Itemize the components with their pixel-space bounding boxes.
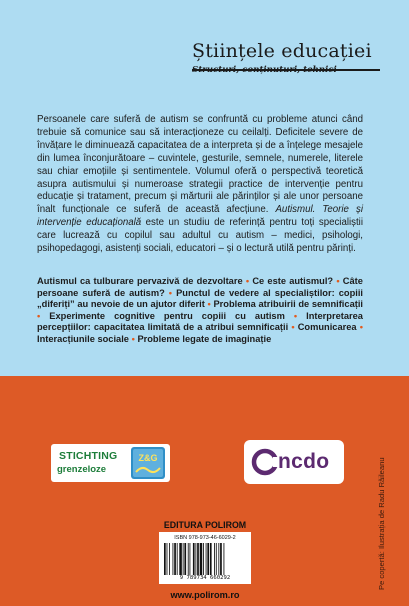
barcode-bar: [206, 543, 207, 575]
topic-bullet: •: [131, 333, 135, 344]
barcode-bar: [200, 543, 203, 575]
topic-item: Interacțiunile sociale: [37, 333, 129, 344]
blurb-text-end: este un studiu de referință pentru toți specialiștii care lucrează cu copilul sau adultul cu autism – medici, psihologi, psihopedagogi, asistenți sociali, educatori – și o lectură utilă pentru părinți.: [37, 217, 363, 255]
ncdo-ring-icon: [251, 448, 279, 476]
series-rule: [192, 69, 380, 71]
topic-bullet: •: [245, 276, 250, 286]
barcode-bar: [174, 543, 176, 575]
barcode-bar: [210, 543, 212, 575]
barcode-number: 9 789734 660292: [179, 575, 231, 581]
topic-item: Comunicarea: [297, 322, 357, 333]
barcode-bar: [173, 543, 174, 575]
stichting-logo-line1: STICHTING: [59, 450, 118, 462]
barcode-bar: [203, 543, 204, 575]
barcode-bar: [184, 543, 186, 575]
blurb-paragraph: [37, 114, 363, 256]
barcode-bar: [197, 543, 199, 575]
topic-bullet: •: [291, 322, 295, 333]
blurb-text-start: Persoanele care suferă de autism se confruntă cu probleme atunci când trebuie să comunice sau să interacționeze cu ceilalți. Deficitele severe de învățare le diminuează capacitatea de a interpreta și de a înțelege mesajele din lumea înconjurătoare – cuvintele, gesturile, semnele, numerele, literele sau chiar emoțiile și sentimentele. Volumul oferă o perspectivă teoretică asupra autismului și numeroase strategii practice de intervenție pentru educație și tratament, precum și mărturii ale părinților și ale unor persoane înalt funcționale ce suferă de această afecțiune.: [37, 114, 363, 216]
cover-illustration-credit: Pe copertă: Ilustrația de Radu Răileanu: [377, 457, 386, 590]
stichting-badge-text: Z&G: [138, 453, 158, 463]
barcode-bar: [169, 543, 170, 575]
topic-item: Interpretarea percepțiilor: capacitatea limitată de a atribui semnificații: [37, 310, 363, 333]
barcode-bar: [190, 543, 191, 575]
series-title: Științele educației: [192, 40, 372, 62]
barcode-bar: [177, 543, 178, 575]
barcode-icon: [163, 543, 247, 575]
topic-item: Ce este autismul?: [252, 276, 334, 286]
topic-item: Autismul ca tulburare pervazivă de dezvoltare: [37, 276, 243, 286]
topic-item: Problema atribuirii de semnificații: [213, 299, 363, 310]
ncdo-logo: [244, 440, 344, 484]
barcode-bar: [188, 543, 189, 575]
topic-bullet: •: [207, 299, 211, 310]
barcode-bar: [179, 543, 182, 575]
isbn-text: ISBN 978-973-46-6029-2: [174, 535, 236, 541]
topic-bullet: •: [293, 310, 298, 321]
topic-bullet: •: [168, 287, 173, 298]
publisher-website: www.polirom.ro: [170, 590, 240, 600]
book-title: Autismul. Teorie și intervenție educațională: [37, 204, 363, 229]
barcode-bar: [195, 543, 196, 575]
topic-item: Câte persoane suferă de autism?: [37, 276, 363, 298]
barcode-bar: [193, 543, 195, 575]
topic-item: Probleme legate de imaginație: [137, 333, 272, 344]
topic-item: Experimente cognitive pentru copiii cu autism: [49, 310, 285, 321]
barcode-bar: [224, 543, 225, 575]
barcode-bar: [214, 543, 215, 575]
ncdo-logo-text: ncdo: [278, 450, 330, 473]
topic-item: Punctul de vedere al specialiștilor: copiii „diferiți” au nevoie de un ajutor diferit: [37, 287, 363, 310]
publisher-name: EDITURA POLIROM: [163, 520, 247, 530]
topic-bullet: •: [336, 276, 340, 286]
barcode-bar: [220, 543, 222, 575]
barcode-box: [159, 532, 251, 584]
series-header: [192, 40, 392, 75]
stichting-logo-line2: grenzeloze: [57, 464, 107, 475]
topic-bullet: •: [359, 322, 363, 333]
barcode-bar: [183, 543, 184, 575]
barcode-bar: [167, 543, 168, 575]
barcode-bar: [218, 543, 219, 575]
topic-bullet: •: [37, 310, 41, 321]
topics-list: [37, 276, 363, 346]
barcode-bar: [207, 543, 209, 575]
stichting-logo: [51, 444, 170, 482]
barcode-bar: [164, 543, 166, 575]
barcode-bar: [216, 543, 217, 575]
stichting-badge-icon: [130, 446, 166, 480]
